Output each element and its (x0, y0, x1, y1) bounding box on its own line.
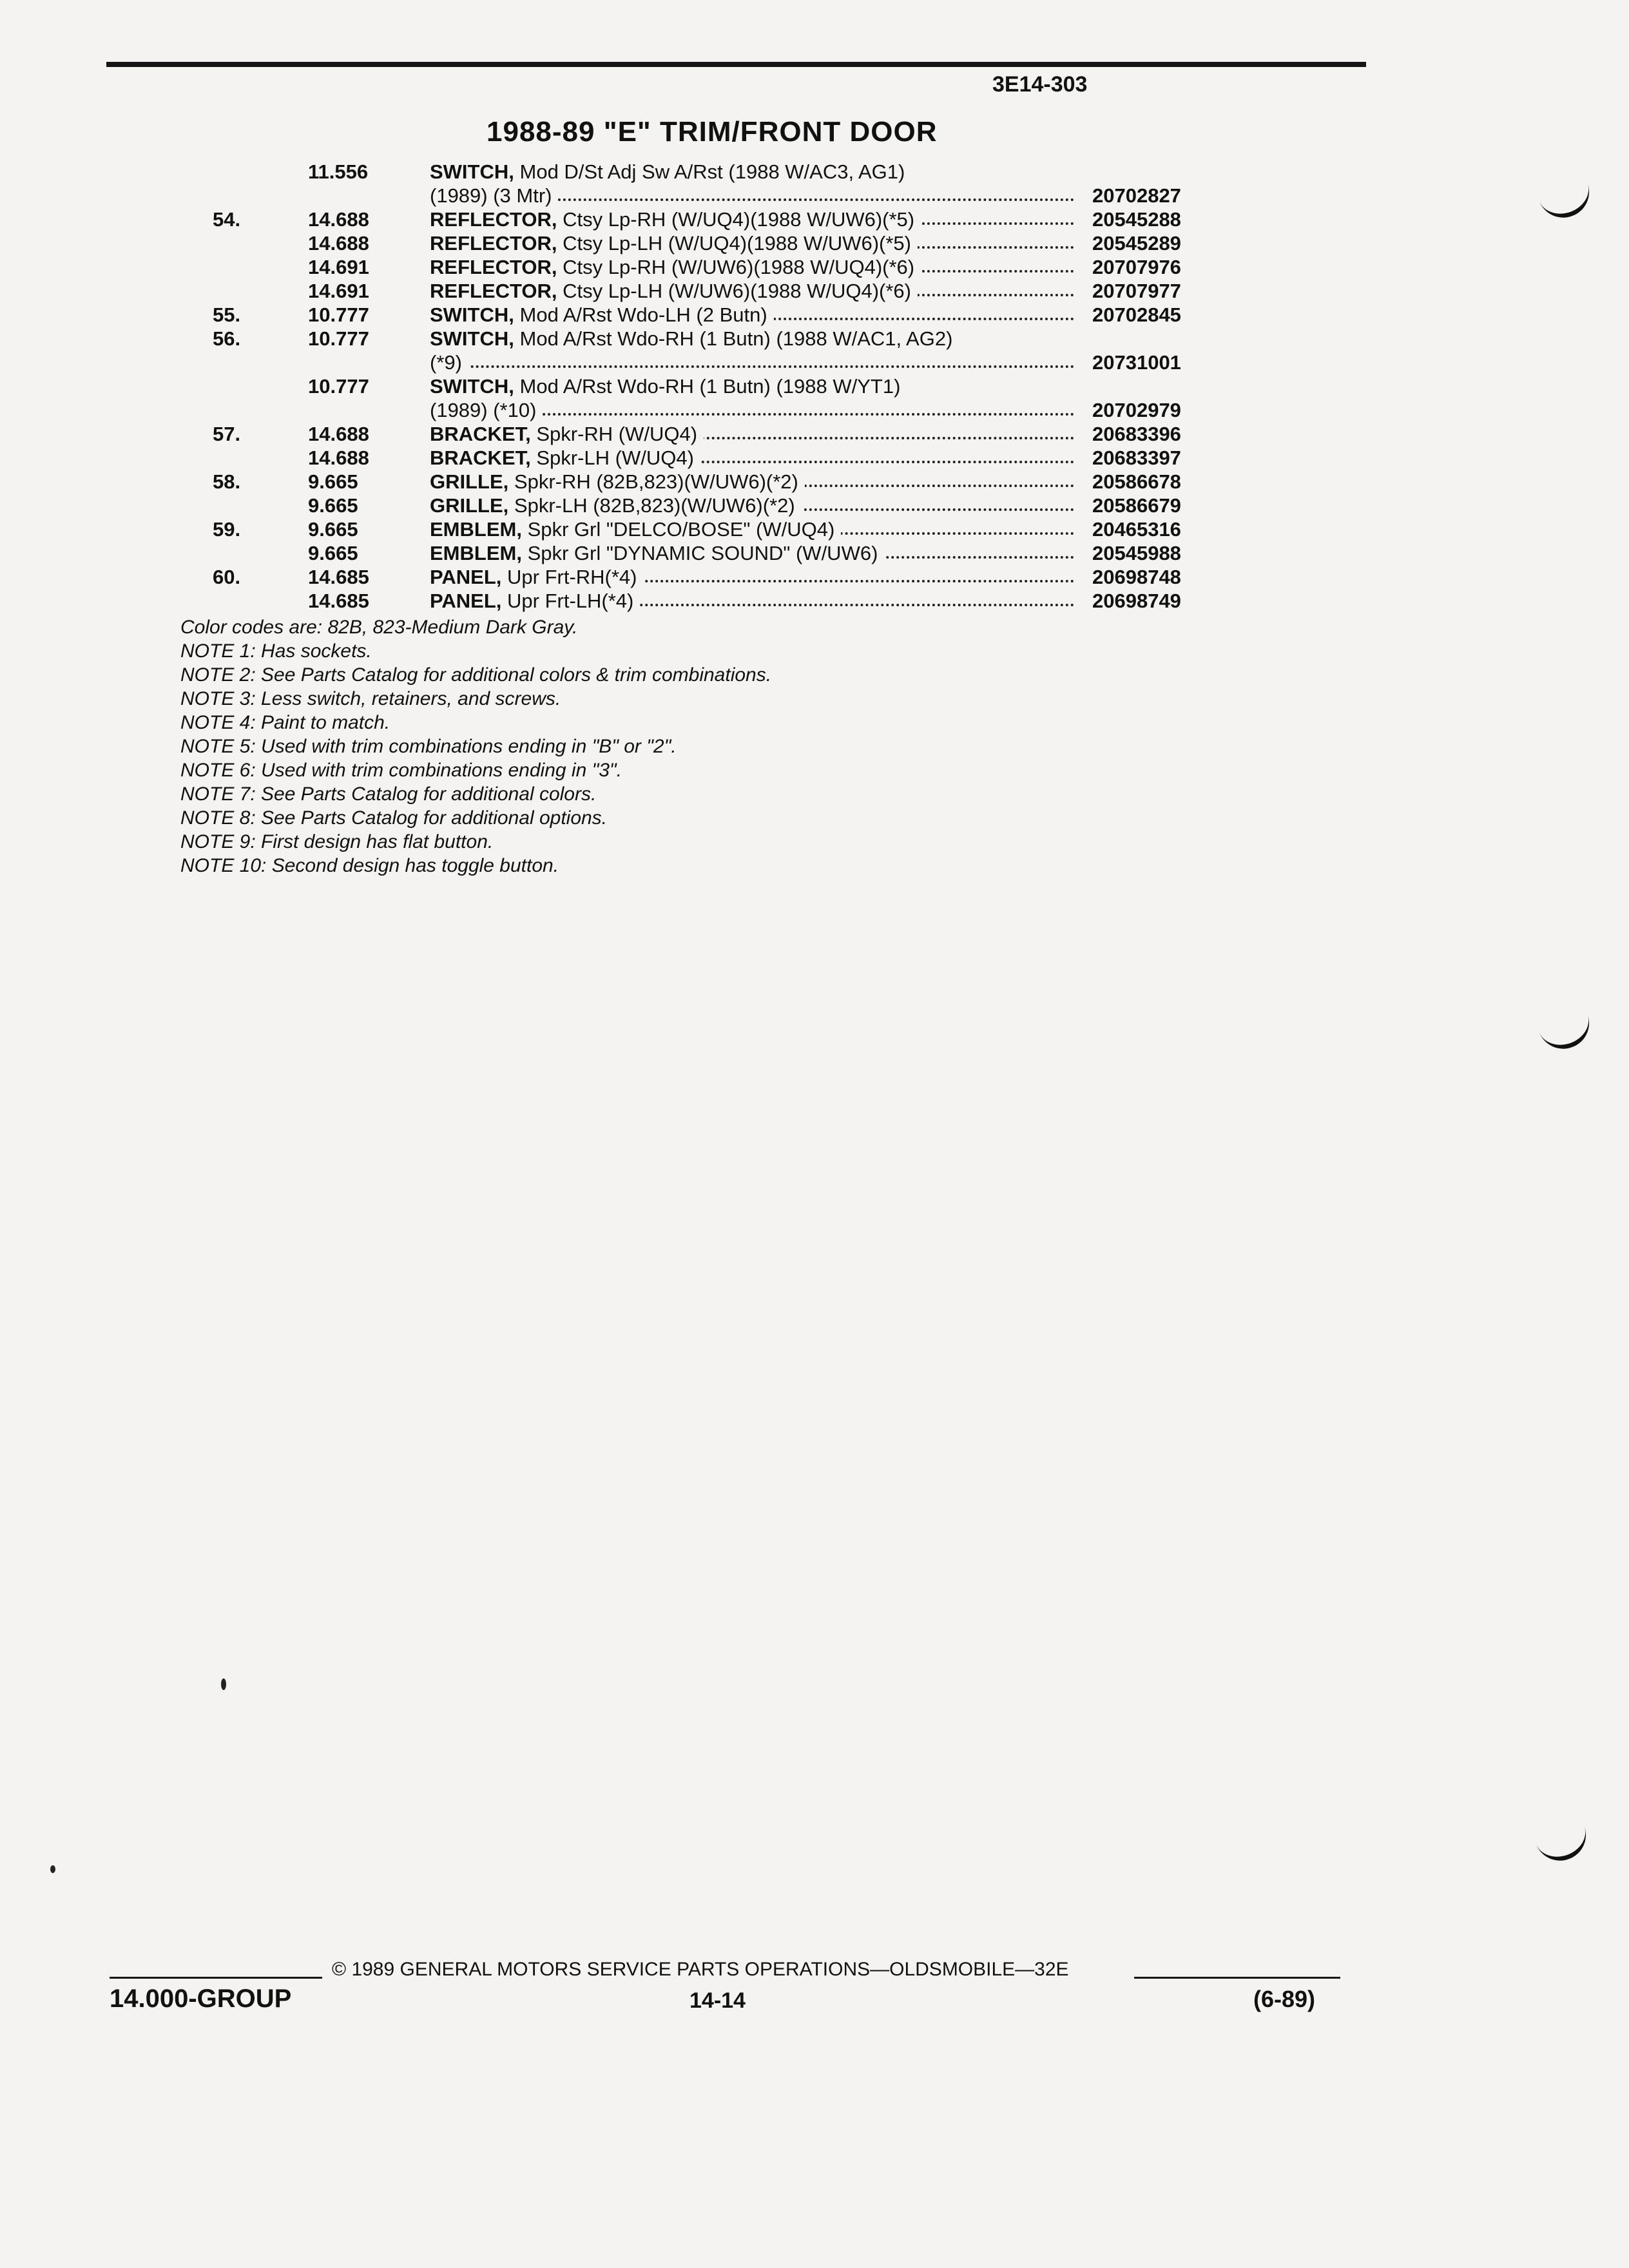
parts-row (0, 446, 1629, 470)
part-name: GRILLE, (430, 494, 509, 517)
parts-row (0, 160, 1629, 184)
footer-rule-left (110, 1977, 322, 1979)
part-detail: Upr Frt-LH(*4) (507, 590, 634, 612)
part-name: PANEL, (430, 566, 502, 588)
part-name: REFLECTOR, (430, 208, 557, 231)
part-number: 20683397 (1092, 447, 1181, 469)
part-detail: Mod A/Rst Wdo-RH (1 Butn) (1988 W/AC1, AG2) (519, 327, 953, 350)
revision-date: (6-89) (1253, 1986, 1316, 2012)
note-line: NOTE 4: Paint to match. (180, 712, 390, 733)
labor-code: 14.685 (308, 566, 369, 588)
item-number: 57. (213, 423, 241, 445)
note-line: NOTE 5: Used with trim combinations ending in "B" or "2". (180, 736, 677, 757)
part-detail: Spkr-LH (W/UQ4) (536, 447, 694, 469)
labor-code: 10.777 (308, 303, 369, 326)
part-detail: Mod A/Rst Wdo-LH (2 Butn) (519, 303, 767, 326)
labor-code: 9.665 (308, 494, 358, 517)
part-description (430, 351, 1074, 374)
part-description (430, 446, 1074, 470)
part-detail: Ctsy Lp-LH (W/UW6)(1988 W/UQ4)(*6) (563, 280, 911, 302)
part-detail: Spkr-RH (82B,823)(W/UW6)(*2) (514, 470, 798, 493)
part-description (430, 374, 900, 398)
part-description (430, 541, 1074, 565)
note-line: NOTE 10: Second design has toggle button. (180, 855, 559, 876)
parts-row (0, 398, 1629, 422)
part-name: REFLECTOR, (430, 280, 557, 302)
parts-row (0, 494, 1629, 517)
part-description (430, 231, 1074, 255)
part-number: 20683396 (1092, 423, 1181, 445)
part-description (430, 470, 1074, 494)
page-title: 1988-89 "E" TRIM/FRONT DOOR (487, 116, 938, 148)
part-number: 20586678 (1092, 470, 1181, 493)
page-number: 14-14 (689, 1988, 746, 2013)
part-number: 20707976 (1092, 256, 1181, 278)
part-number: 20545288 (1092, 208, 1181, 231)
part-number: 20545289 (1092, 232, 1181, 255)
punch-mark (1532, 1816, 1594, 1868)
part-number: 20545988 (1092, 542, 1181, 564)
speck (50, 1865, 55, 1873)
parts-row (0, 541, 1629, 565)
labor-code: 9.665 (308, 542, 358, 564)
part-number: 20707977 (1092, 280, 1181, 302)
part-number: 20731001 (1092, 351, 1181, 374)
note-line: NOTE 3: Less switch, retainers, and screws. (180, 688, 561, 709)
part-number: 20702827 (1092, 184, 1181, 207)
part-number: 20586679 (1092, 494, 1181, 517)
part-number: 20698749 (1092, 590, 1181, 612)
part-name: BRACKET, (430, 423, 531, 445)
part-name: SWITCH, (430, 327, 514, 350)
parts-row (0, 255, 1629, 279)
part-detail: Spkr Grl "DYNAMIC SOUND" (W/UW6) (527, 542, 878, 564)
labor-code: 9.665 (308, 518, 358, 541)
parts-row (0, 184, 1629, 207)
labor-code: 14.688 (308, 447, 369, 469)
punch-mark (1536, 1004, 1597, 1056)
part-description (430, 279, 1074, 303)
parts-row (0, 470, 1629, 494)
part-detail: (1989) (3 Mtr) (430, 184, 552, 207)
part-name: EMBLEM, (430, 542, 522, 564)
part-detail: Mod D/St Adj Sw A/Rst (1988 W/AC3, AG1) (519, 160, 905, 183)
part-detail: Spkr Grl "DELCO/BOSE" (W/UQ4) (527, 518, 835, 541)
note-line: NOTE 1: Has sockets. (180, 640, 372, 662)
part-name: EMBLEM, (430, 518, 522, 541)
parts-list (0, 160, 1629, 613)
item-number: 55. (213, 303, 241, 326)
item-number: 56. (213, 327, 241, 350)
notes-block (180, 615, 771, 878)
parts-row (0, 517, 1629, 541)
part-detail: Ctsy Lp-LH (W/UQ4)(1988 W/UW6)(*5) (563, 232, 911, 255)
note-line: NOTE 9: First design has flat button. (180, 831, 494, 852)
parts-row (0, 303, 1629, 327)
labor-code: 14.691 (308, 280, 369, 302)
note-line: NOTE 8: See Parts Catalog for additional options. (180, 807, 608, 829)
part-name: SWITCH, (430, 303, 514, 326)
footer-rule-right (1134, 1977, 1340, 1979)
copyright-line: © 1989 GENERAL MOTORS SERVICE PARTS OPERATIONS—OLDSMOBILE—32E (332, 1959, 1069, 1980)
note-line: Color codes are: 82B, 823-Medium Dark Gray. (180, 617, 578, 638)
part-detail: (1989) (*10) (430, 399, 537, 421)
part-number: 20702845 (1092, 303, 1181, 326)
part-description (430, 422, 1074, 446)
part-description (430, 255, 1074, 279)
labor-code: 14.688 (308, 208, 369, 231)
parts-row (0, 279, 1629, 303)
item-number: 60. (213, 566, 241, 588)
part-detail: Spkr-RH (W/UQ4) (536, 423, 698, 445)
part-description (430, 398, 1074, 422)
part-description (430, 303, 1074, 327)
part-detail: Upr Frt-RH(*4) (507, 566, 637, 588)
part-name: SWITCH, (430, 160, 514, 183)
parts-row (0, 565, 1629, 589)
part-name: PANEL, (430, 590, 502, 612)
part-detail: Spkr-LH (82B,823)(W/UW6)(*2) (514, 494, 795, 517)
part-description (430, 327, 952, 351)
labor-code: 9.665 (308, 470, 358, 493)
part-detail: Ctsy Lp-RH (W/UW6)(1988 W/UQ4)(*6) (563, 256, 915, 278)
labor-code: 14.691 (308, 256, 369, 278)
labor-code: 10.777 (308, 327, 369, 350)
part-name: GRILLE, (430, 470, 509, 493)
labor-code: 11.556 (308, 160, 369, 183)
parts-row (0, 207, 1629, 231)
note-line: NOTE 6: Used with trim combinations ending in "3". (180, 760, 622, 781)
parts-row (0, 231, 1629, 255)
part-description (430, 184, 1074, 207)
parts-row (0, 374, 1629, 398)
page-code: 3E14-303 (992, 72, 1088, 97)
group-label: 14.000-GROUP (110, 1984, 292, 2013)
labor-code: 14.688 (308, 423, 369, 445)
part-name: REFLECTOR, (430, 256, 557, 278)
item-number: 59. (213, 518, 241, 541)
part-name: SWITCH, (430, 375, 514, 398)
part-description (430, 565, 1074, 589)
note-line: NOTE 2: See Parts Catalog for additional colors & trim combinations. (180, 664, 772, 686)
part-description (430, 589, 1074, 613)
top-rule (106, 62, 1366, 67)
labor-code: 14.688 (308, 232, 369, 255)
note-line: NOTE 7: See Parts Catalog for additional colors. (180, 783, 597, 805)
labor-code: 14.685 (308, 590, 369, 612)
part-number: 20702979 (1092, 399, 1181, 421)
part-detail: Ctsy Lp-RH (W/UQ4)(1988 W/UW6)(*5) (563, 208, 915, 231)
item-number: 54. (213, 208, 241, 231)
part-number: 20698748 (1092, 566, 1181, 588)
part-description (430, 160, 905, 184)
parts-row (0, 589, 1629, 613)
part-description (430, 494, 1074, 517)
parts-row (0, 422, 1629, 446)
part-description (430, 517, 1074, 541)
parts-row (0, 351, 1629, 374)
part-description (430, 207, 1074, 231)
part-detail: (*9) (430, 351, 462, 374)
part-number: 20465316 (1092, 518, 1181, 541)
parts-row (0, 327, 1629, 351)
part-name: BRACKET, (430, 447, 531, 469)
item-number: 58. (213, 470, 241, 493)
labor-code: 10.777 (308, 375, 369, 398)
speck (221, 1678, 226, 1690)
part-name: REFLECTOR, (430, 232, 557, 255)
part-detail: Mod A/Rst Wdo-RH (1 Butn) (1988 W/YT1) (519, 375, 901, 398)
